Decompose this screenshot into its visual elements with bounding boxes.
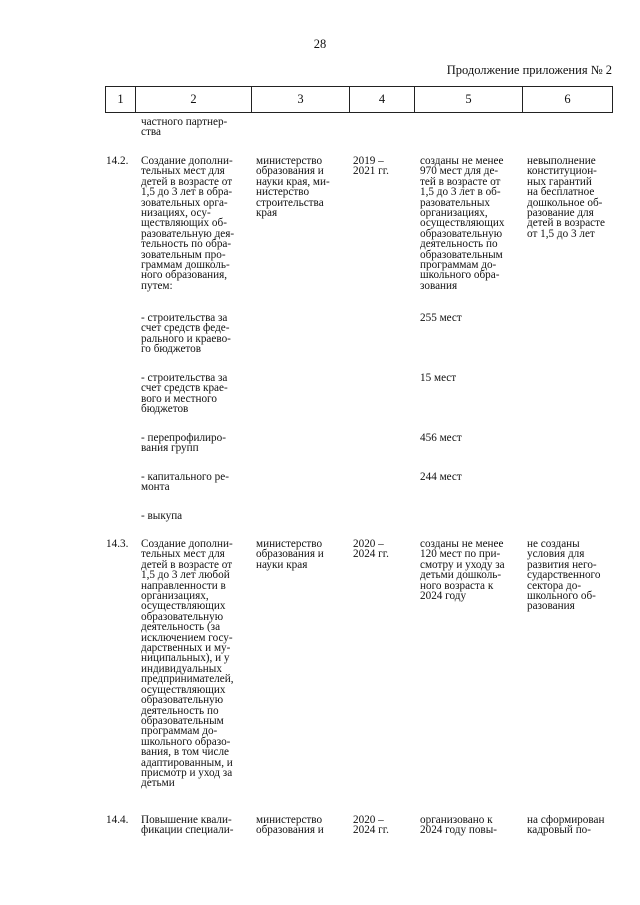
header-col-5: 5 [415,87,523,112]
header-col-2: 2 [136,87,252,112]
row-name: Создание дополни- тельных мест для детей в возрасте от 1,5 до 3 лет в обра- зовательных орга- низациях, осу- ществляющих об- разовательную дея- тельность по обра- зовательным про- граммам дошколь- ного образования, путем: [141,155,235,292]
row-result: созданы не менее 120 мест по при- смотру и уходу за детьми дошколь- ного возраста к 2024 году [420,538,505,603]
row-risk: на сформирован кадровый по- [527,814,605,837]
page-number: 28 [313,37,327,51]
subitem-value: 255 мест [420,312,462,324]
row-number: 14.3. [106,538,129,550]
row-result: созданы не менее 970 мест для де- тей в возрасте от 1,5 до 3 лет в об- разовательных организациях, осуществляющих образовательную деятельность по образовательным программам до- школьного обра- зования [420,155,505,292]
subitem-text: - выкупа [141,510,183,522]
row-number: 14.2. [106,155,129,167]
subitem-value: 15 мест [420,372,457,384]
subitem-text: - строительства за счет средств крае- вого и местного бюджетов [141,372,228,416]
row-name: Создание дополни- тельных мест для детей в возрасте от 1,5 до 3 лет любой направленности в организациях, осуществляющих образовательную деятельность (за исключением госу- дарственных и му- ниципальных), и у индивидуальных предпринимателей, осуществляющих образовательную деятельность по образовательным программам до- школьного образо- вания, в том числе адаптированным, и присмотр и уход за детьми [141,538,234,790]
subitem-text: - строительства за счет средств феде- рального и краево- го бюджетов [141,312,231,356]
row-name: Повышение квали- фикации специали- [141,814,234,837]
row-executor: министерство образования и [256,814,324,837]
row-result: организовано к 2024 году повы- [420,814,497,837]
subitem-text: - капитального ре- монта [141,471,229,494]
row-risk: не созданы условия для развития него- сударственного сектора до- школьного об- разования [527,538,601,613]
continuation-label: Продолжение приложения № 2 [446,63,612,77]
row-number: 14.4. [106,814,129,826]
row-period: 2019 – 2021 гг. [353,155,389,178]
carryover-text: частного партнер- ства [141,116,228,139]
row-risk: невыполнение конституцион- ных гарантий на бесплатное дошкольное об- разование для детей в возрасте от 1,5 до 3 лет [527,155,605,240]
header-col-6: 6 [564,92,571,106]
subitem-value: 456 мест [420,432,462,444]
row-period: 2020 – 2024 гг. [353,538,389,561]
subitem-text: - перепрофилиро- вания групп [141,432,226,455]
row-period: 2020 – 2024 гг. [353,814,389,837]
subitem-value: 244 мест [420,471,462,483]
row-executor: министерство образования и науки края [256,538,324,571]
table-header-row [105,86,613,113]
header-col-4: 4 [350,87,415,112]
row-executor: министерство образования и науки края, ми- нистерство строительства края [256,155,330,220]
header-col-3: 3 [252,87,350,112]
header-col-1: 1 [106,87,136,112]
